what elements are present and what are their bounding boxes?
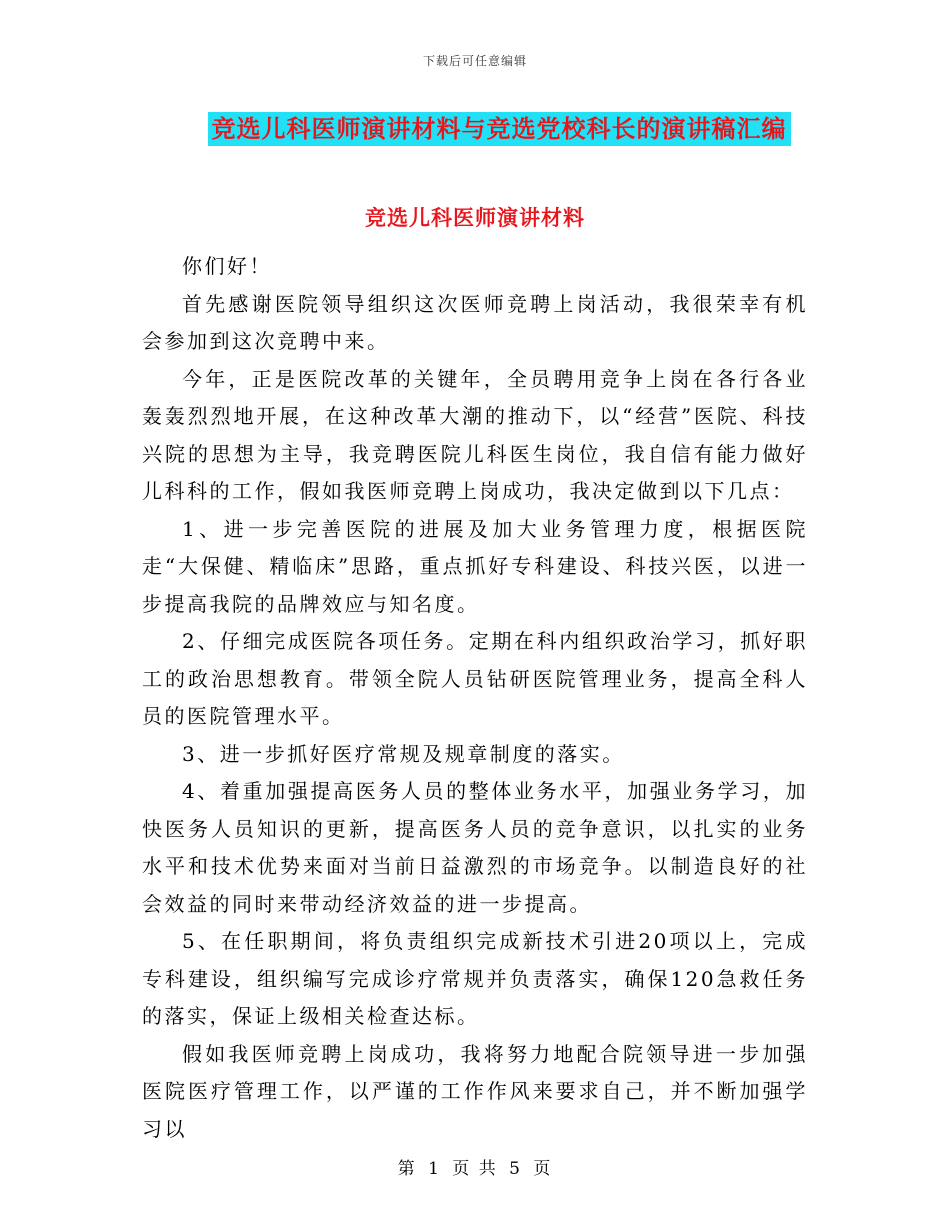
main-title-container [0,112,950,146]
body-text [142,248,808,1148]
current-page-number: 1 [428,1159,441,1179]
footer-label-of: 页 共 [452,1159,498,1179]
section-title: 竞选儿科医师演讲材料 [365,205,585,230]
main-title: 竞选儿科医师演讲材料与竞选党校科长的演讲稿汇编 [208,112,791,146]
paragraph: 首先感谢医院领导组织这次医师竞聘上岗活动，我很荣幸有机会参加到这次竞聘中来。 [142,291,808,353]
header-note: 下载后可任意编辑 [422,54,527,68]
list-item: 1、进一步完善医院的进展及加大业务管理力度，根据医院走“大保健、精临床”思路，重点抓好专科建设、科技兴医，以进一步提高我院的品牌效应与知名度。 [142,516,808,616]
paragraph-greeting: 你们好！ [182,254,272,278]
paragraph: 假如我医师竞聘上岗成功，我将努力地配合院领导进一步加强医院医疗管理工作，以严谨的工作作风来要求自己，并不断加强学习以 [142,1041,808,1141]
footer-label-page: 第 [397,1159,417,1179]
list-item: 3、进一步抓好医疗常规及规章制度的落实。 [182,741,625,766]
page-footer [0,1154,950,1179]
list-item: 4、着重加强提高医务人员的整体业务水平，加强业务学习，加快医务人员知识的更新，提高医务人员的竞争意识，以扎实的业务水平和技术优势来面对当前日益激烈的市场竞争。以制造良好的社会效益的同时来带动经济效益的进一步提高。 [142,779,808,916]
footer-label-end: 页 [533,1159,553,1179]
total-pages-number: 5 [509,1159,522,1179]
paragraph: 今年，正是医院改革的关键年，全员聘用竞争上岗在各行各业轰轰烈烈地开展，在这种改革大潮的推动下，以“经营”医院、科技兴院的思想为主导，我竞聘医院儿科医生岗位，我自信有能力做好儿科科的工作，假如我医师竞聘上岗成功，我决定做到以下几点： [142,366,808,503]
list-item: 5、在任职期间，将负责组织完成新技术引进20项以上，完成专科建设，组织编写完成诊疗常规并负责落实，确保120急救任务的落实，保证上级相关检查达标。 [142,929,808,1028]
list-item: 2、仔细完成医院各项任务。定期在科内组织政治学习，抓好职工的政治思想教育。带领全院人员钻研医院管理业务，提高全科人员的医院管理水平。 [142,629,808,728]
